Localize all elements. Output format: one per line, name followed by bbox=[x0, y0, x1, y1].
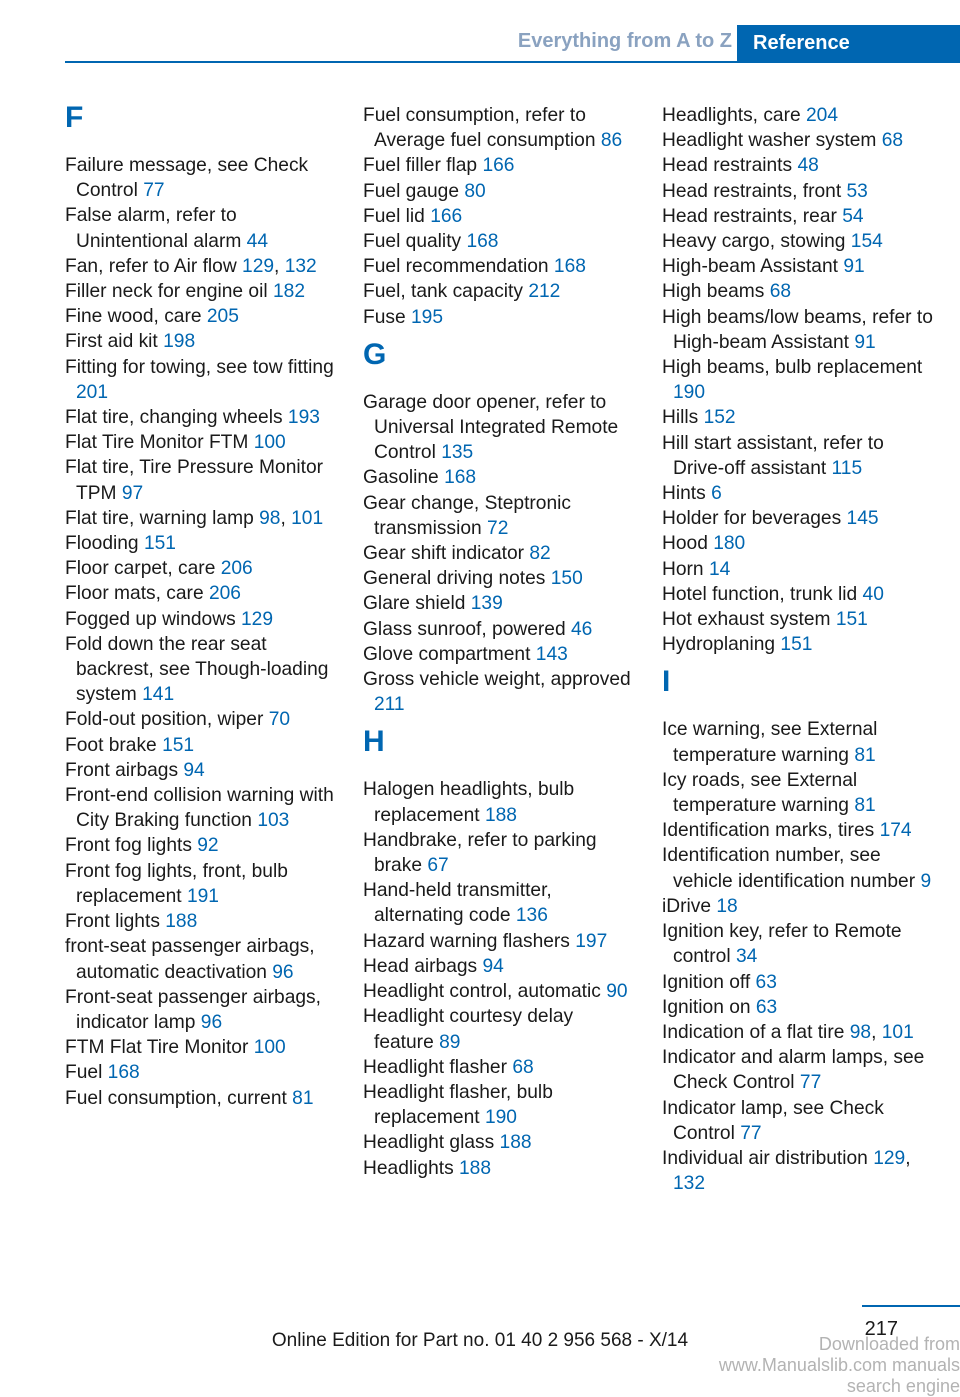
index-entry-text: FTM Flat Tire Monitor bbox=[65, 1037, 249, 1059]
index-entry bbox=[662, 355, 937, 405]
page-link[interactable]: 94 bbox=[183, 759, 205, 781]
index-entry bbox=[363, 979, 638, 1004]
page-link[interactable]: 190 bbox=[673, 382, 706, 404]
index-entry bbox=[363, 828, 638, 878]
index-entry bbox=[65, 783, 340, 833]
page-link[interactable]: 46 bbox=[570, 618, 593, 640]
index-entry bbox=[662, 279, 937, 304]
index-entry-text: Glove compartment bbox=[363, 643, 531, 665]
index-entry-text: Fuel bbox=[65, 1062, 103, 1084]
index-entry bbox=[363, 1156, 638, 1181]
index-entry-text: Head restraints bbox=[662, 155, 793, 177]
page-link[interactable]: 129 bbox=[242, 255, 275, 277]
index-entry bbox=[662, 919, 937, 969]
index-entry bbox=[363, 153, 638, 178]
page-link[interactable]: 103 bbox=[257, 810, 290, 832]
index-entry-text: Gear change, Steptronic transmission bbox=[363, 492, 571, 539]
page-link[interactable]: 96 bbox=[200, 1011, 223, 1033]
index-entry bbox=[662, 1045, 937, 1095]
index-entry-text: Fine wood, care bbox=[65, 306, 202, 328]
index-entry-text: Headlight courtesy delay feature bbox=[363, 1006, 574, 1053]
index-entry bbox=[65, 153, 340, 203]
index-entry bbox=[662, 254, 937, 279]
page-link[interactable]: 151 bbox=[780, 634, 813, 656]
index-letter-heading: G bbox=[363, 337, 387, 371]
index-entry bbox=[662, 818, 937, 843]
index-entry bbox=[662, 153, 937, 178]
index-entry-text: Flat tire, warning lamp bbox=[65, 507, 254, 529]
page-link[interactable]: 14 bbox=[708, 558, 731, 580]
index-entry-text: First aid kit bbox=[65, 331, 158, 353]
index-entry bbox=[363, 1080, 638, 1130]
page-link[interactable]: 91 bbox=[843, 256, 865, 278]
index-entry bbox=[662, 970, 937, 995]
page-link[interactable]: 34 bbox=[735, 946, 758, 968]
page-link[interactable]: 129 bbox=[873, 1147, 906, 1169]
page-link[interactable]: 188 bbox=[499, 1132, 532, 1154]
index-entry-text: Fuel, tank capacity bbox=[363, 281, 523, 303]
index-entry bbox=[65, 909, 340, 934]
index-entry-text: Headlight flasher, bulb replacement bbox=[363, 1081, 553, 1129]
page-link[interactable]: 188 bbox=[484, 804, 517, 826]
index-entry-text: Front-seat passenger airbags, indicator lamp bbox=[65, 986, 321, 1033]
index-entry-text: Indication of a flat tire bbox=[662, 1021, 845, 1043]
page-link[interactable]: 81 bbox=[292, 1087, 314, 1109]
index-entry-text: Heavy cargo, stowing bbox=[662, 231, 846, 253]
index-entry bbox=[65, 859, 340, 909]
index-entry-text: Glass sunroof, powered bbox=[363, 618, 566, 640]
index-entry-text: False alarm, refer to Unintentional alarm bbox=[65, 205, 242, 252]
index-entry bbox=[662, 768, 937, 818]
index-entry bbox=[65, 556, 340, 581]
index-entry-text: Handbrake, refer to parking brake bbox=[363, 829, 597, 877]
page-link[interactable]: 18 bbox=[716, 895, 738, 917]
index-entry bbox=[662, 305, 937, 355]
watermark: Downloaded from www.Manualslib.com manuals search engine bbox=[718, 1334, 960, 1396]
index-entry-text: Ignition off bbox=[662, 971, 751, 993]
index-entry-text: iDrive bbox=[662, 895, 712, 917]
page-link[interactable]: 206 bbox=[208, 583, 241, 605]
index-entry bbox=[662, 607, 937, 632]
page-link[interactable]: 198 bbox=[163, 331, 196, 353]
index-entry-text: Fold down the rear seat backrest, see Though-loading system bbox=[65, 633, 329, 706]
page-link[interactable]: 77 bbox=[143, 180, 165, 202]
page-link[interactable]: 67 bbox=[427, 855, 449, 877]
index-entry bbox=[363, 390, 638, 466]
index-entry bbox=[65, 1035, 340, 1060]
page-link[interactable]: 180 bbox=[713, 533, 746, 555]
page-link[interactable]: 168 bbox=[466, 231, 499, 253]
index-letter-heading: H bbox=[363, 725, 385, 759]
index-entry bbox=[363, 617, 638, 642]
index-entry bbox=[662, 481, 937, 506]
index-entry-text: Flooding bbox=[65, 533, 139, 555]
index-entry-text: Gasoline bbox=[363, 467, 439, 489]
page-link[interactable]: 195 bbox=[411, 306, 444, 328]
page-link[interactable]: 98 bbox=[849, 1021, 872, 1043]
index-entry-text: Floor mats, care bbox=[65, 583, 204, 605]
index-entry-text: Failure message, see Check Control bbox=[65, 155, 309, 202]
index-entry bbox=[363, 566, 638, 591]
index-entry-text: Hints bbox=[662, 483, 706, 505]
index-entry-text: Fuel filler flap bbox=[363, 155, 478, 177]
page-link[interactable]: 182 bbox=[272, 281, 305, 303]
page-link[interactable]: 201 bbox=[76, 381, 109, 403]
index-entry bbox=[662, 582, 937, 607]
index-entry bbox=[662, 632, 937, 657]
page-link[interactable]: 63 bbox=[755, 971, 777, 993]
index-entry-text: Headlights, care bbox=[662, 105, 801, 126]
page-link[interactable]: 77 bbox=[740, 1122, 762, 1144]
page-link[interactable]: 206 bbox=[220, 558, 253, 580]
index-entry-text: Fuel consumption, current bbox=[65, 1087, 287, 1109]
page-link[interactable]: 168 bbox=[107, 1062, 140, 1084]
index-entry bbox=[662, 128, 937, 153]
index-entry-text: Hill start assistant, refer to Drive-off assistant bbox=[662, 432, 884, 479]
index-entry bbox=[65, 758, 340, 783]
header-rule bbox=[65, 61, 960, 63]
page-link[interactable]: 211 bbox=[374, 694, 405, 716]
index-entry-text: Fuel quality bbox=[363, 231, 462, 253]
index-entry bbox=[363, 229, 638, 254]
index-entry-text: Icy roads, see External temperature warning bbox=[662, 769, 858, 817]
page-link[interactable]: 145 bbox=[846, 508, 879, 530]
index-entry-text: Headlight flasher bbox=[363, 1056, 507, 1078]
index-entry-text: Gross vehicle weight, approved bbox=[363, 669, 631, 691]
index-entry bbox=[65, 405, 340, 430]
index-entry-text: Hills bbox=[662, 407, 699, 429]
index-column-3 bbox=[662, 103, 937, 1196]
index-entry-text: Fuel lid bbox=[363, 205, 425, 227]
index-entry-text: Identification marks, tires bbox=[662, 820, 875, 842]
page-link[interactable]: 101 bbox=[881, 1021, 914, 1043]
page-link[interactable]: 92 bbox=[197, 835, 219, 857]
index-entry-text: Front airbags bbox=[65, 759, 179, 781]
index-entry bbox=[65, 833, 340, 858]
page-link[interactable]: 81 bbox=[854, 744, 876, 766]
index-entry bbox=[363, 465, 638, 490]
index-entry-text: Hot exhaust system bbox=[662, 609, 831, 631]
index-entry-text: Head airbags bbox=[363, 955, 478, 977]
page-link[interactable]: 135 bbox=[441, 442, 474, 464]
page-link[interactable]: 68 bbox=[512, 1056, 534, 1078]
index-entry-text: Headlight control, automatic bbox=[363, 981, 601, 1003]
page-link[interactable]: 188 bbox=[165, 911, 198, 933]
page-link[interactable]: 86 bbox=[600, 130, 623, 152]
index-entry-text: Glare shield bbox=[363, 593, 466, 615]
index-entry-text: Hotel function, trunk lid bbox=[662, 583, 858, 605]
index-entry bbox=[65, 934, 340, 984]
index-entry bbox=[65, 581, 340, 606]
index-entry-text: Ignition key, refer to Remote control bbox=[662, 921, 902, 968]
page-link[interactable]: 168 bbox=[444, 467, 477, 489]
chapter-tab[interactable]: Reference bbox=[737, 25, 960, 62]
footer-rule bbox=[862, 1305, 960, 1307]
index-entry-text: General driving notes bbox=[363, 568, 546, 590]
index-entry-text: Foot brake bbox=[65, 734, 157, 756]
index-entry bbox=[65, 1086, 340, 1111]
index-entry-text: Headlights bbox=[363, 1157, 454, 1179]
index-entry bbox=[65, 455, 340, 505]
page-link[interactable]: 101 bbox=[291, 507, 324, 529]
index-entry bbox=[363, 179, 638, 204]
page-link[interactable]: 193 bbox=[287, 407, 320, 429]
page-link[interactable]: 132 bbox=[673, 1173, 706, 1195]
page-link[interactable]: 168 bbox=[553, 256, 586, 278]
index-entry-text: Front fog lights, front, bulb replacement bbox=[65, 860, 288, 907]
index-entry-text: Indicator lamp, see Check Control bbox=[662, 1097, 884, 1144]
page-link[interactable]: 204 bbox=[806, 105, 839, 126]
index-entry bbox=[65, 329, 340, 354]
page-link[interactable]: 115 bbox=[831, 457, 863, 479]
index-entry-text: Ice warning, see External temperature warning bbox=[662, 719, 878, 766]
index-entry bbox=[363, 491, 638, 541]
page-link[interactable]: 80 bbox=[464, 180, 486, 202]
index-entry bbox=[662, 204, 937, 229]
index-entry-text: Horn bbox=[662, 558, 704, 580]
page-link[interactable]: 90 bbox=[606, 981, 628, 1003]
index-entry bbox=[363, 667, 638, 717]
page-link[interactable]: 89 bbox=[439, 1031, 461, 1053]
page-link[interactable]: 53 bbox=[846, 180, 868, 202]
page-link[interactable]: 174 bbox=[879, 820, 912, 842]
index-entry bbox=[662, 557, 937, 582]
page-link[interactable]: 72 bbox=[487, 517, 509, 539]
index-entry bbox=[363, 305, 638, 330]
page-link[interactable]: 48 bbox=[797, 155, 819, 177]
page-link[interactable]: 68 bbox=[769, 281, 792, 303]
index-entry-text: Headlight washer system bbox=[662, 130, 877, 152]
index-entry bbox=[363, 777, 638, 827]
index-entry-text: High beams/low beams, refer to High-beam Assistant bbox=[662, 306, 933, 353]
index-entry-text: Identification number, see vehicle identification number bbox=[662, 845, 916, 892]
index-entry-text: Head restraints, front bbox=[662, 180, 842, 202]
index-entry bbox=[65, 632, 340, 708]
index-entry bbox=[65, 531, 340, 556]
index-entry bbox=[662, 894, 937, 919]
index-entry bbox=[662, 995, 937, 1020]
page-link[interactable]: 100 bbox=[253, 1037, 286, 1059]
index-entry-text: Fuel gauge bbox=[363, 180, 460, 202]
page-link[interactable]: 70 bbox=[268, 709, 291, 731]
index-entry-text: Floor carpet, care bbox=[65, 558, 216, 580]
page-link[interactable]: 152 bbox=[703, 407, 736, 429]
index-column-1 bbox=[65, 103, 340, 1111]
page-link[interactable]: 143 bbox=[535, 643, 568, 665]
page-link[interactable]: 141 bbox=[142, 684, 175, 706]
index-entry-text: Front fog lights bbox=[65, 835, 192, 857]
page-link[interactable]: 188 bbox=[459, 1157, 492, 1179]
index-entry bbox=[65, 355, 340, 405]
page-link[interactable]: 97 bbox=[121, 482, 144, 504]
index-entry-text: Individual air distribution bbox=[662, 1147, 868, 1169]
index-entry-text: Head restraints, rear bbox=[662, 205, 837, 227]
index-entry-text: Holder for beverages bbox=[662, 508, 842, 530]
index-entry bbox=[363, 929, 638, 954]
index-entry-text: High beams bbox=[662, 281, 765, 303]
page-link[interactable]: 151 bbox=[162, 734, 195, 756]
page-link[interactable]: 151 bbox=[835, 609, 868, 631]
index-entry: Individual air distribution 129, 132 bbox=[662, 1147, 911, 1195]
page-link[interactable]: 150 bbox=[550, 568, 583, 590]
page-link[interactable]: 96 bbox=[272, 961, 294, 983]
edition-note: Online Edition for Part no. 01 40 2 956 568 - X/14 bbox=[271, 1330, 689, 1351]
index-entry bbox=[662, 405, 937, 430]
page-link[interactable]: 63 bbox=[755, 996, 778, 1018]
index-entry bbox=[662, 506, 937, 531]
index-entry bbox=[65, 707, 340, 732]
page-link[interactable]: 40 bbox=[862, 583, 884, 605]
page-link[interactable]: 98 bbox=[259, 507, 281, 529]
index-entry-text: Flat tire, Tire Pressure Monitor TPM bbox=[65, 457, 324, 504]
index-entry bbox=[662, 431, 937, 481]
page-link[interactable]: 100 bbox=[253, 432, 286, 454]
index-entry-text: Indicator and alarm lamps, see Check Control bbox=[662, 1047, 925, 1094]
index-entry-text: High-beam Assistant bbox=[662, 256, 838, 278]
page-link[interactable]: 94 bbox=[482, 955, 504, 977]
page-link[interactable]: 9 bbox=[920, 870, 932, 892]
page-link[interactable]: 205 bbox=[206, 306, 239, 328]
index-entry-text: Fitting for towing, see tow fitting bbox=[65, 356, 334, 378]
page-link[interactable]: 151 bbox=[143, 533, 176, 555]
page-link[interactable]: 139 bbox=[470, 593, 503, 615]
page-link[interactable]: 166 bbox=[482, 155, 515, 177]
index-entry bbox=[363, 103, 638, 153]
page-link[interactable]: 68 bbox=[881, 130, 904, 152]
index-entry bbox=[662, 103, 937, 128]
index-entry-text: Hazard warning flashers bbox=[363, 930, 570, 952]
index-entry bbox=[65, 279, 340, 304]
index-entry: Fan, refer to Air flow 129, 132 bbox=[65, 255, 317, 277]
index-entry bbox=[662, 717, 937, 767]
page-link[interactable]: 54 bbox=[842, 205, 864, 227]
index-entry-text: High beams, bulb replacement bbox=[662, 357, 923, 379]
index-entry bbox=[363, 541, 638, 566]
index-entry-text: Gear shift indicator bbox=[363, 543, 525, 565]
index-entry-text: Front lights bbox=[65, 911, 160, 933]
index-letter-heading: I bbox=[662, 665, 671, 699]
section-title: Everything from A to Z bbox=[517, 30, 732, 52]
index-entry bbox=[363, 1055, 638, 1080]
index-entry bbox=[363, 642, 638, 667]
index-entry bbox=[363, 204, 638, 229]
index-entry bbox=[65, 203, 340, 253]
index-entry bbox=[662, 1096, 937, 1146]
page-link[interactable]: 212 bbox=[528, 281, 561, 303]
page-number: 217 bbox=[864, 1318, 898, 1340]
index-entry bbox=[662, 179, 937, 204]
index-entry-text: Headlight glass bbox=[363, 1132, 495, 1154]
index-entry-text: Fold-out position, wiper bbox=[65, 709, 264, 731]
index-entry bbox=[65, 607, 340, 632]
page-link[interactable]: 154 bbox=[850, 231, 883, 253]
index-entry bbox=[363, 1130, 638, 1155]
index-entry bbox=[662, 229, 937, 254]
page-link[interactable]: 191 bbox=[186, 885, 219, 907]
index-entry bbox=[65, 430, 340, 455]
index-entry-text: Hand-held transmitter, alternating code bbox=[363, 880, 552, 927]
page-link[interactable]: 77 bbox=[799, 1072, 822, 1094]
page-link[interactable]: 44 bbox=[246, 230, 269, 252]
index-entry-text: Flat Tire Monitor FTM bbox=[65, 432, 249, 454]
index-entry bbox=[363, 254, 638, 279]
page-link[interactable]: 166 bbox=[430, 205, 463, 227]
page-link[interactable]: 129 bbox=[241, 608, 274, 630]
index-entry bbox=[363, 279, 638, 304]
index-entry-text: Filler neck for engine oil bbox=[65, 281, 268, 303]
page-link[interactable]: 132 bbox=[284, 255, 317, 277]
index-entry bbox=[65, 1060, 340, 1085]
index-entry-text: front-seat passenger airbags, automatic deactivation bbox=[65, 936, 315, 983]
index-entry bbox=[65, 985, 340, 1035]
page-link[interactable]: 6 bbox=[711, 483, 722, 505]
index-entry-text: Fan, refer to Air flow bbox=[65, 255, 237, 277]
index-entry bbox=[65, 733, 340, 758]
page-link[interactable]: 197 bbox=[575, 930, 608, 952]
index-entry bbox=[65, 304, 340, 329]
index-entry-text: Garage door opener, refer to Universal Integrated Remote Control bbox=[363, 391, 619, 464]
page-link[interactable]: 81 bbox=[854, 795, 876, 817]
index-entry bbox=[363, 1004, 638, 1054]
index-entry: Flat tire, warning lamp 98, 101 bbox=[65, 507, 324, 529]
index-entry-text: Fuse bbox=[363, 306, 406, 328]
index-entry-text: Halogen headlights, bulb replacement bbox=[363, 779, 575, 826]
index-entry-text: Fuel recommendation bbox=[363, 256, 549, 278]
index-entry bbox=[363, 878, 638, 928]
page-link[interactable]: 136 bbox=[515, 905, 548, 927]
page-link[interactable]: 82 bbox=[529, 543, 551, 565]
page-link[interactable]: 91 bbox=[854, 331, 876, 353]
index-entry-text: Hood bbox=[662, 533, 708, 555]
index-entry-text: Fuel consumption, refer to Average fuel consumption bbox=[363, 105, 596, 152]
index-entry bbox=[662, 531, 937, 556]
index-column-2 bbox=[363, 103, 638, 1181]
index-entry-text: Fogged up windows bbox=[65, 608, 236, 630]
index-entry-text: Hydroplaning bbox=[662, 634, 776, 656]
index-entry bbox=[662, 843, 937, 893]
index-entry bbox=[363, 954, 638, 979]
page-link[interactable]: 190 bbox=[484, 1107, 517, 1129]
index-entry-text: Flat tire, changing wheels bbox=[65, 407, 283, 429]
index-entry-text: Front-end collision warning with City Braking function bbox=[65, 785, 334, 832]
index-entry bbox=[363, 591, 638, 616]
index-entry: Indication of a flat tire 98, 101 bbox=[662, 1021, 914, 1043]
index-entry-text: Ignition on bbox=[662, 996, 751, 1018]
index-letter-heading: F bbox=[65, 101, 84, 134]
